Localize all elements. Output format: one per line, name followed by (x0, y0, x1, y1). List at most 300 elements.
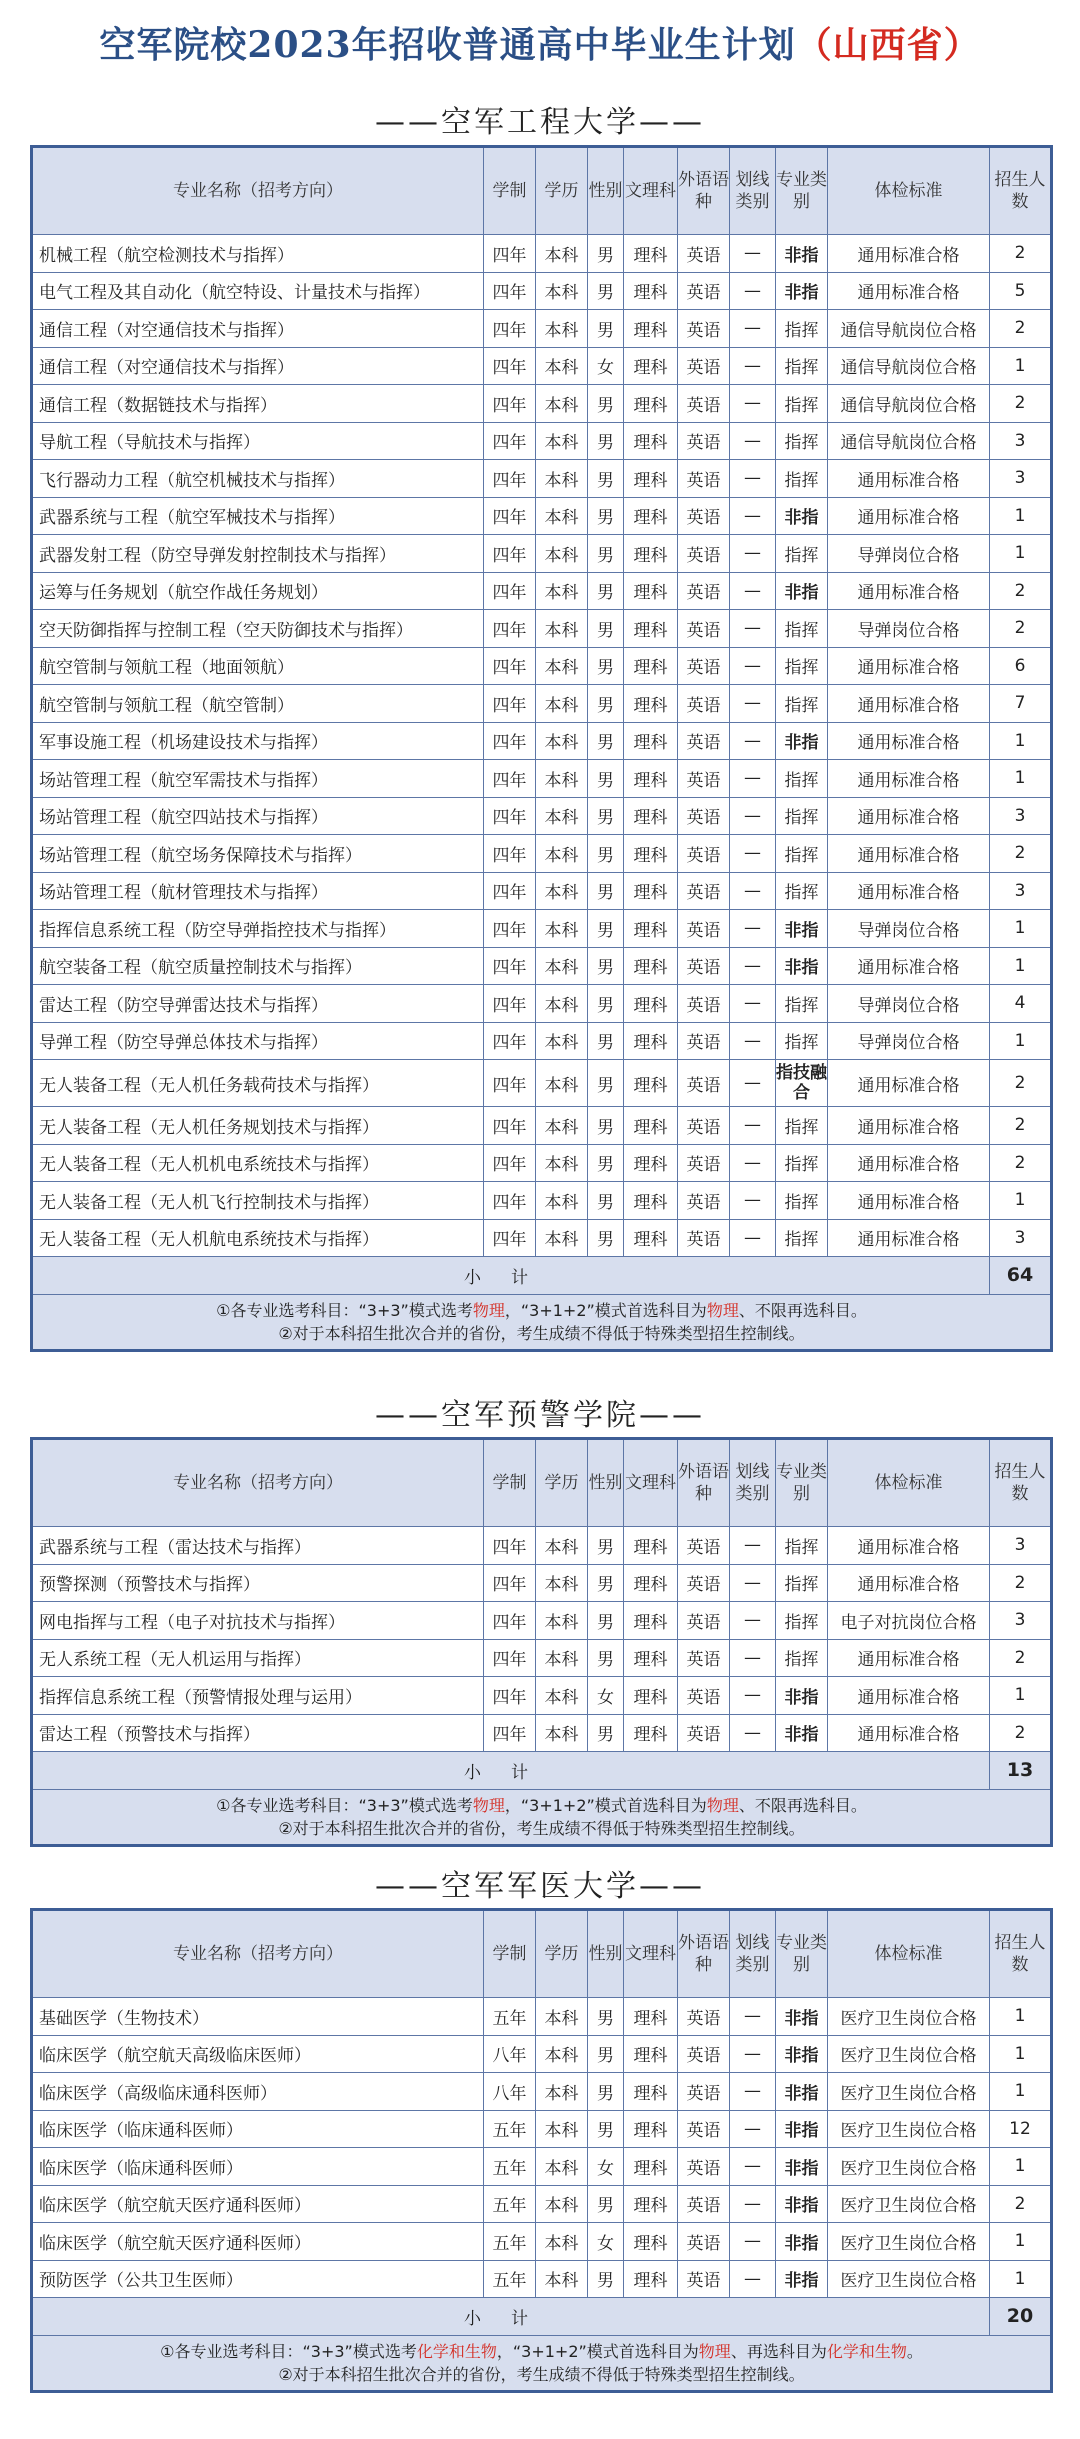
cell-track: 理科 (624, 2185, 678, 2223)
subtotal-label: 小计 (32, 2298, 990, 2336)
cell-line: — (730, 422, 776, 460)
cell-track: 理科 (624, 2035, 678, 2073)
cell-degree: 本科 (536, 1022, 588, 1060)
cell-track: 理科 (624, 835, 678, 873)
cell-name: 网电指挥与工程（电子对抗技术与指挥） (32, 1602, 484, 1640)
cell-category: 非指 (776, 272, 828, 310)
cell-duration: 五年 (484, 2148, 536, 2186)
table-row (32, 2035, 1052, 2073)
header-degree: 学历 (536, 147, 588, 235)
cell-line: — (730, 1219, 776, 1257)
cell-track: 理科 (624, 2260, 678, 2298)
cell-degree: 本科 (536, 2260, 588, 2298)
cell-track: 理科 (624, 460, 678, 498)
cell-duration: 四年 (484, 610, 536, 648)
cell-gender: 男 (588, 497, 624, 535)
note-text: 物理 (706, 1300, 739, 1320)
cell-category: 指挥 (776, 985, 828, 1023)
cell-language: 英语 (678, 985, 730, 1023)
cell-degree: 本科 (536, 1602, 588, 1640)
cell-gender: 男 (588, 2035, 624, 2073)
header-track: 文理科 (624, 147, 678, 235)
cell-track: 理科 (624, 1060, 678, 1107)
cell-line: — (730, 2260, 776, 2298)
cell-language: 英语 (678, 1602, 730, 1640)
cell-name: 导弹工程（防空导弹总体技术与指挥） (32, 1022, 484, 1060)
cell-degree: 本科 (536, 1564, 588, 1602)
cell-name: 无人装备工程（无人机飞行控制技术与指挥） (32, 1182, 484, 1220)
cell-quota: 2 (990, 2185, 1052, 2223)
cell-line: — (730, 1998, 776, 2036)
cell-quota: 1 (990, 2148, 1052, 2186)
cell-line: — (730, 947, 776, 985)
cell-physical: 导弹岗位合格 (828, 1022, 990, 1060)
cell-language: 英语 (678, 647, 730, 685)
cell-track: 理科 (624, 647, 678, 685)
cell-category: 非指 (776, 2260, 828, 2298)
table-row (32, 1144, 1052, 1182)
cell-category: 非指 (776, 235, 828, 273)
subtotal-value: 20 (990, 2298, 1052, 2336)
cell-physical: 导弹岗位合格 (828, 985, 990, 1023)
header-row (32, 1910, 1052, 1998)
cell-quota: 1 (990, 910, 1052, 948)
cell-name: 无人装备工程（无人机任务规划技术与指挥） (32, 1107, 484, 1145)
note-row (32, 1789, 1052, 1845)
cell-physical: 通用标准合格 (828, 872, 990, 910)
cell-gender: 男 (588, 1714, 624, 1752)
subtotal-row (32, 2298, 1052, 2336)
cell-track: 理科 (624, 1219, 678, 1257)
note-text: 化学和生物 (826, 2341, 907, 2361)
cell-track: 理科 (624, 1107, 678, 1145)
cell-quota: 2 (990, 1144, 1052, 1182)
cell-duration: 四年 (484, 760, 536, 798)
cell-quota: 2 (990, 385, 1052, 423)
cell-category: 非指 (776, 2223, 828, 2261)
cell-quota: 1 (990, 2223, 1052, 2261)
cell-gender: 男 (588, 835, 624, 873)
header-quota: 招生人数 (990, 147, 1052, 235)
cell-line: — (730, 1022, 776, 1060)
cell-language: 英语 (678, 1182, 730, 1220)
cell-category: 指挥 (776, 1564, 828, 1602)
cell-quota: 1 (990, 2073, 1052, 2111)
cell-language: 英语 (678, 385, 730, 423)
cell-language: 英语 (678, 1060, 730, 1107)
cell-gender: 男 (588, 235, 624, 273)
table-row (32, 347, 1052, 385)
table-row (32, 1998, 1052, 2036)
table-row (32, 2073, 1052, 2111)
cell-name: 预防医学（公共卫生医师） (32, 2260, 484, 2298)
cell-track: 理科 (624, 1602, 678, 1640)
cell-duration: 四年 (484, 347, 536, 385)
table-row (32, 872, 1052, 910)
cell-line: — (730, 310, 776, 348)
cell-category: 非指 (776, 2035, 828, 2073)
header-track: 文理科 (624, 1910, 678, 1998)
cell-quota: 1 (990, 2035, 1052, 2073)
cell-quota: 1 (990, 1677, 1052, 1715)
cell-quota: 12 (990, 2110, 1052, 2148)
table-row (32, 685, 1052, 723)
cell-physical: 通用标准合格 (828, 1564, 990, 1602)
cell-physical: 通用标准合格 (828, 722, 990, 760)
cell-degree: 本科 (536, 947, 588, 985)
table-row (32, 760, 1052, 798)
cell-track: 理科 (624, 1144, 678, 1182)
cell-track: 理科 (624, 272, 678, 310)
cell-language: 英语 (678, 460, 730, 498)
cell-quota: 2 (990, 310, 1052, 348)
cell-physical: 通用标准合格 (828, 1144, 990, 1182)
cell-physical: 通用标准合格 (828, 1639, 990, 1677)
cell-gender: 男 (588, 1564, 624, 1602)
cell-degree: 本科 (536, 610, 588, 648)
note-line-1 (41, 1794, 1042, 1817)
cell-degree: 本科 (536, 272, 588, 310)
cell-category: 指挥 (776, 535, 828, 573)
cell-physical: 导弹岗位合格 (828, 910, 990, 948)
header-row (32, 147, 1052, 235)
cell-track: 理科 (624, 2223, 678, 2261)
cell-duration: 五年 (484, 2185, 536, 2223)
table-row (32, 722, 1052, 760)
cell-category: 指挥 (776, 1022, 828, 1060)
cell-name: 武器发射工程（防空导弹发射控制技术与指挥） (32, 535, 484, 573)
table-row (32, 497, 1052, 535)
cell-quota: 5 (990, 272, 1052, 310)
cell-language: 英语 (678, 2260, 730, 2298)
cell-category: 指挥 (776, 835, 828, 873)
cell-physical: 通用标准合格 (828, 1182, 990, 1220)
cell-physical: 电子对抗岗位合格 (828, 1602, 990, 1640)
cell-track: 理科 (624, 1677, 678, 1715)
cell-line: — (730, 460, 776, 498)
cell-language: 英语 (678, 835, 730, 873)
cell-duration: 四年 (484, 1144, 536, 1182)
cell-physical: 通信导航岗位合格 (828, 422, 990, 460)
cell-name: 场站管理工程（航空场务保障技术与指挥） (32, 835, 484, 873)
table-row (32, 235, 1052, 273)
cell-name: 无人系统工程（无人机运用与指挥） (32, 1639, 484, 1677)
cell-degree: 本科 (536, 872, 588, 910)
plan-table-3 (30, 1908, 1053, 2393)
cell-degree: 本科 (536, 2185, 588, 2223)
table-row (32, 2260, 1052, 2298)
note-line-1 (41, 1299, 1042, 1322)
cell-physical: 导弹岗位合格 (828, 535, 990, 573)
title-main: 空军院校2023年招收普通高中毕业生计划 (99, 24, 796, 66)
cell-gender: 男 (588, 1144, 624, 1182)
cell-gender: 男 (588, 872, 624, 910)
cell-language: 英语 (678, 1639, 730, 1677)
cell-line: — (730, 610, 776, 648)
cell-quota: 1 (990, 1998, 1052, 2036)
cell-track: 理科 (624, 1639, 678, 1677)
cell-name: 临床医学（航空航天高级临床医师） (32, 2035, 484, 2073)
cell-name: 场站管理工程（航空四站技术与指挥） (32, 797, 484, 835)
cell-name: 预警探测（预警技术与指挥） (32, 1564, 484, 1602)
cell-category: 指挥 (776, 1182, 828, 1220)
note-cell (32, 1294, 1052, 1350)
cell-degree: 本科 (536, 910, 588, 948)
cell-language: 英语 (678, 872, 730, 910)
cell-track: 理科 (624, 572, 678, 610)
cell-duration: 四年 (484, 1219, 536, 1257)
note-line-2: ②对于本科招生批次合并的省份，考生成绩不得低于特殊类型招生控制线。 (278, 1323, 805, 1343)
table-row (32, 1564, 1052, 1602)
table-row (32, 460, 1052, 498)
cell-gender: 男 (588, 910, 624, 948)
cell-name: 通信工程（数据链技术与指挥） (32, 385, 484, 423)
cell-category: 非指 (776, 2073, 828, 2111)
cell-duration: 八年 (484, 2035, 536, 2073)
cell-degree: 本科 (536, 422, 588, 460)
cell-degree: 本科 (536, 797, 588, 835)
cell-duration: 四年 (484, 572, 536, 610)
cell-track: 理科 (624, 872, 678, 910)
cell-physical: 通用标准合格 (828, 1107, 990, 1145)
cell-degree: 本科 (536, 985, 588, 1023)
header-language: 外语语种 (678, 1439, 730, 1527)
cell-line: — (730, 1714, 776, 1752)
cell-track: 理科 (624, 385, 678, 423)
section-title-2: ——空军预警学院—— (375, 1398, 705, 1433)
cell-track: 理科 (624, 610, 678, 648)
cell-degree: 本科 (536, 1182, 588, 1220)
cell-degree: 本科 (536, 460, 588, 498)
cell-physical: 导弹岗位合格 (828, 610, 990, 648)
cell-physical: 通信导航岗位合格 (828, 347, 990, 385)
cell-line: — (730, 760, 776, 798)
cell-name: 雷达工程（防空导弹雷达技术与指挥） (32, 985, 484, 1023)
table-row (32, 1107, 1052, 1145)
cell-physical: 医疗卫生岗位合格 (828, 2110, 990, 2148)
cell-line: — (730, 347, 776, 385)
cell-degree: 本科 (536, 1714, 588, 1752)
cell-gender: 男 (588, 647, 624, 685)
cell-duration: 四年 (484, 1564, 536, 1602)
cell-line: — (730, 572, 776, 610)
header-quota: 招生人数 (990, 1910, 1052, 1998)
cell-degree: 本科 (536, 647, 588, 685)
cell-duration: 四年 (484, 1677, 536, 1715)
cell-duration: 五年 (484, 2223, 536, 2261)
cell-name: 通信工程（对空通信技术与指挥） (32, 310, 484, 348)
cell-degree: 本科 (536, 685, 588, 723)
cell-track: 理科 (624, 1714, 678, 1752)
cell-degree: 本科 (536, 385, 588, 423)
cell-quota: 2 (990, 1714, 1052, 1752)
cell-gender: 男 (588, 610, 624, 648)
table-row (32, 422, 1052, 460)
cell-quota: 2 (990, 1060, 1052, 1107)
cell-physical: 通用标准合格 (828, 685, 990, 723)
cell-physical: 通用标准合格 (828, 1714, 990, 1752)
cell-gender: 男 (588, 1219, 624, 1257)
cell-quota: 4 (990, 985, 1052, 1023)
cell-language: 英语 (678, 910, 730, 948)
note-row (32, 1294, 1052, 1350)
cell-line: — (730, 1060, 776, 1107)
cell-name: 航空装备工程（航空质量控制技术与指挥） (32, 947, 484, 985)
cell-track: 理科 (624, 422, 678, 460)
cell-language: 英语 (678, 1998, 730, 2036)
cell-line: — (730, 2035, 776, 2073)
cell-name: 临床医学（临床通科医师） (32, 2148, 484, 2186)
header-language: 外语语种 (678, 1910, 730, 1998)
cell-language: 英语 (678, 1107, 730, 1145)
cell-line: — (730, 2223, 776, 2261)
cell-gender: 男 (588, 1182, 624, 1220)
table-row (32, 1182, 1052, 1220)
cell-category: 指挥 (776, 685, 828, 723)
cell-line: — (730, 1677, 776, 1715)
header-category: 专业类别 (776, 147, 828, 235)
cell-quota: 1 (990, 1182, 1052, 1220)
cell-gender: 女 (588, 2223, 624, 2261)
cell-name: 运筹与任务规划（航空作战任务规划） (32, 572, 484, 610)
cell-language: 英语 (678, 1677, 730, 1715)
cell-duration: 四年 (484, 797, 536, 835)
cell-name: 无人装备工程（无人机任务载荷技术与指挥） (32, 1060, 484, 1107)
header-degree: 学历 (536, 1910, 588, 1998)
cell-name: 临床医学（航空航天医疗通科医师） (32, 2185, 484, 2223)
cell-gender: 男 (588, 535, 624, 573)
cell-duration: 八年 (484, 2073, 536, 2111)
cell-quota: 2 (990, 572, 1052, 610)
cell-quota: 3 (990, 1602, 1052, 1640)
cell-category: 指挥 (776, 647, 828, 685)
cell-gender: 男 (588, 310, 624, 348)
cell-name: 航空管制与领航工程（地面领航） (32, 647, 484, 685)
cell-language: 英语 (678, 685, 730, 723)
note-text: ①各专业选考科目：“3+3”模式选考 (216, 1300, 473, 1320)
cell-line: — (730, 2110, 776, 2148)
cell-gender: 男 (588, 1022, 624, 1060)
cell-track: 理科 (624, 497, 678, 535)
note-text: 、再选科目为 (730, 2341, 827, 2361)
cell-duration: 四年 (484, 422, 536, 460)
cell-physical: 通用标准合格 (828, 1060, 990, 1107)
cell-quota: 2 (990, 235, 1052, 273)
cell-gender: 男 (588, 1107, 624, 1145)
header-row (32, 1439, 1052, 1527)
cell-gender: 男 (588, 760, 624, 798)
cell-quota: 3 (990, 797, 1052, 835)
subtotal-label: 小计 (32, 1257, 990, 1295)
cell-physical: 通用标准合格 (828, 1677, 990, 1715)
cell-gender: 男 (588, 1060, 624, 1107)
cell-line: — (730, 1564, 776, 1602)
subtotal-value: 64 (990, 1257, 1052, 1295)
header-language: 外语语种 (678, 147, 730, 235)
cell-duration: 四年 (484, 385, 536, 423)
cell-gender: 男 (588, 572, 624, 610)
subtotal-row (32, 1752, 1052, 1790)
cell-name: 临床医学（高级临床通科医师） (32, 2073, 484, 2111)
cell-quota: 1 (990, 2260, 1052, 2298)
cell-line: — (730, 985, 776, 1023)
cell-gender: 男 (588, 2110, 624, 2148)
header-gender: 性别 (588, 1439, 624, 1527)
cell-quota: 3 (990, 1527, 1052, 1565)
cell-track: 理科 (624, 2073, 678, 2111)
cell-language: 英语 (678, 1714, 730, 1752)
cell-physical: 通用标准合格 (828, 647, 990, 685)
table-row (32, 2223, 1052, 2261)
table-row (32, 835, 1052, 873)
cell-category: 非指 (776, 2148, 828, 2186)
cell-track: 理科 (624, 760, 678, 798)
cell-duration: 四年 (484, 985, 536, 1023)
cell-line: — (730, 1144, 776, 1182)
cell-name: 机械工程（航空检测技术与指挥） (32, 235, 484, 273)
cell-line: — (730, 1182, 776, 1220)
cell-degree: 本科 (536, 1527, 588, 1565)
cell-physical: 通用标准合格 (828, 572, 990, 610)
cell-category: 指挥 (776, 610, 828, 648)
cell-name: 武器系统与工程（雷达技术与指挥） (32, 1527, 484, 1565)
note-line-2: ②对于本科招生批次合并的省份，考生成绩不得低于特殊类型招生控制线。 (278, 2364, 805, 2384)
cell-degree: 本科 (536, 722, 588, 760)
cell-language: 英语 (678, 1219, 730, 1257)
cell-line: — (730, 1107, 776, 1145)
cell-language: 英语 (678, 535, 730, 573)
cell-duration: 四年 (484, 497, 536, 535)
cell-degree: 本科 (536, 347, 588, 385)
cell-physical: 通信导航岗位合格 (828, 310, 990, 348)
cell-duration: 四年 (484, 1060, 536, 1107)
header-physical: 体检标准 (828, 1439, 990, 1527)
cell-degree: 本科 (536, 1677, 588, 1715)
table-row (32, 535, 1052, 573)
cell-category: 非指 (776, 722, 828, 760)
cell-category: 非指 (776, 2185, 828, 2223)
cell-quota: 3 (990, 422, 1052, 460)
cell-category: 非指 (776, 1998, 828, 2036)
table-row (32, 272, 1052, 310)
cell-quota: 2 (990, 1107, 1052, 1145)
cell-gender: 男 (588, 1998, 624, 2036)
cell-quota: 3 (990, 1219, 1052, 1257)
table-row (32, 1022, 1052, 1060)
table-row (32, 1677, 1052, 1715)
cell-language: 英语 (678, 2073, 730, 2111)
cell-language: 英语 (678, 2035, 730, 2073)
note-text: ①各专业选考科目：“3+3”模式选考 (160, 2341, 417, 2361)
note-text: 化学和生物 (416, 2341, 497, 2361)
cell-category: 指挥 (776, 872, 828, 910)
cell-physical: 通用标准合格 (828, 272, 990, 310)
cell-language: 英语 (678, 947, 730, 985)
cell-name: 通信工程（对空通信技术与指挥） (32, 347, 484, 385)
cell-quota: 2 (990, 1564, 1052, 1602)
table-row (32, 1219, 1052, 1257)
cell-name: 无人装备工程（无人机航电系统技术与指挥） (32, 1219, 484, 1257)
cell-physical: 医疗卫生岗位合格 (828, 1998, 990, 2036)
cell-duration: 四年 (484, 872, 536, 910)
cell-line: — (730, 722, 776, 760)
note-line-2: ②对于本科招生批次合并的省份，考生成绩不得低于特殊类型招生控制线。 (278, 1818, 805, 1838)
cell-track: 理科 (624, 1527, 678, 1565)
cell-name: 场站管理工程（航材管理技术与指挥） (32, 872, 484, 910)
cell-category: 指挥 (776, 1219, 828, 1257)
cell-language: 英语 (678, 2110, 730, 2148)
note-text: ，“3+1+2”模式首选科目为 (504, 1795, 707, 1815)
